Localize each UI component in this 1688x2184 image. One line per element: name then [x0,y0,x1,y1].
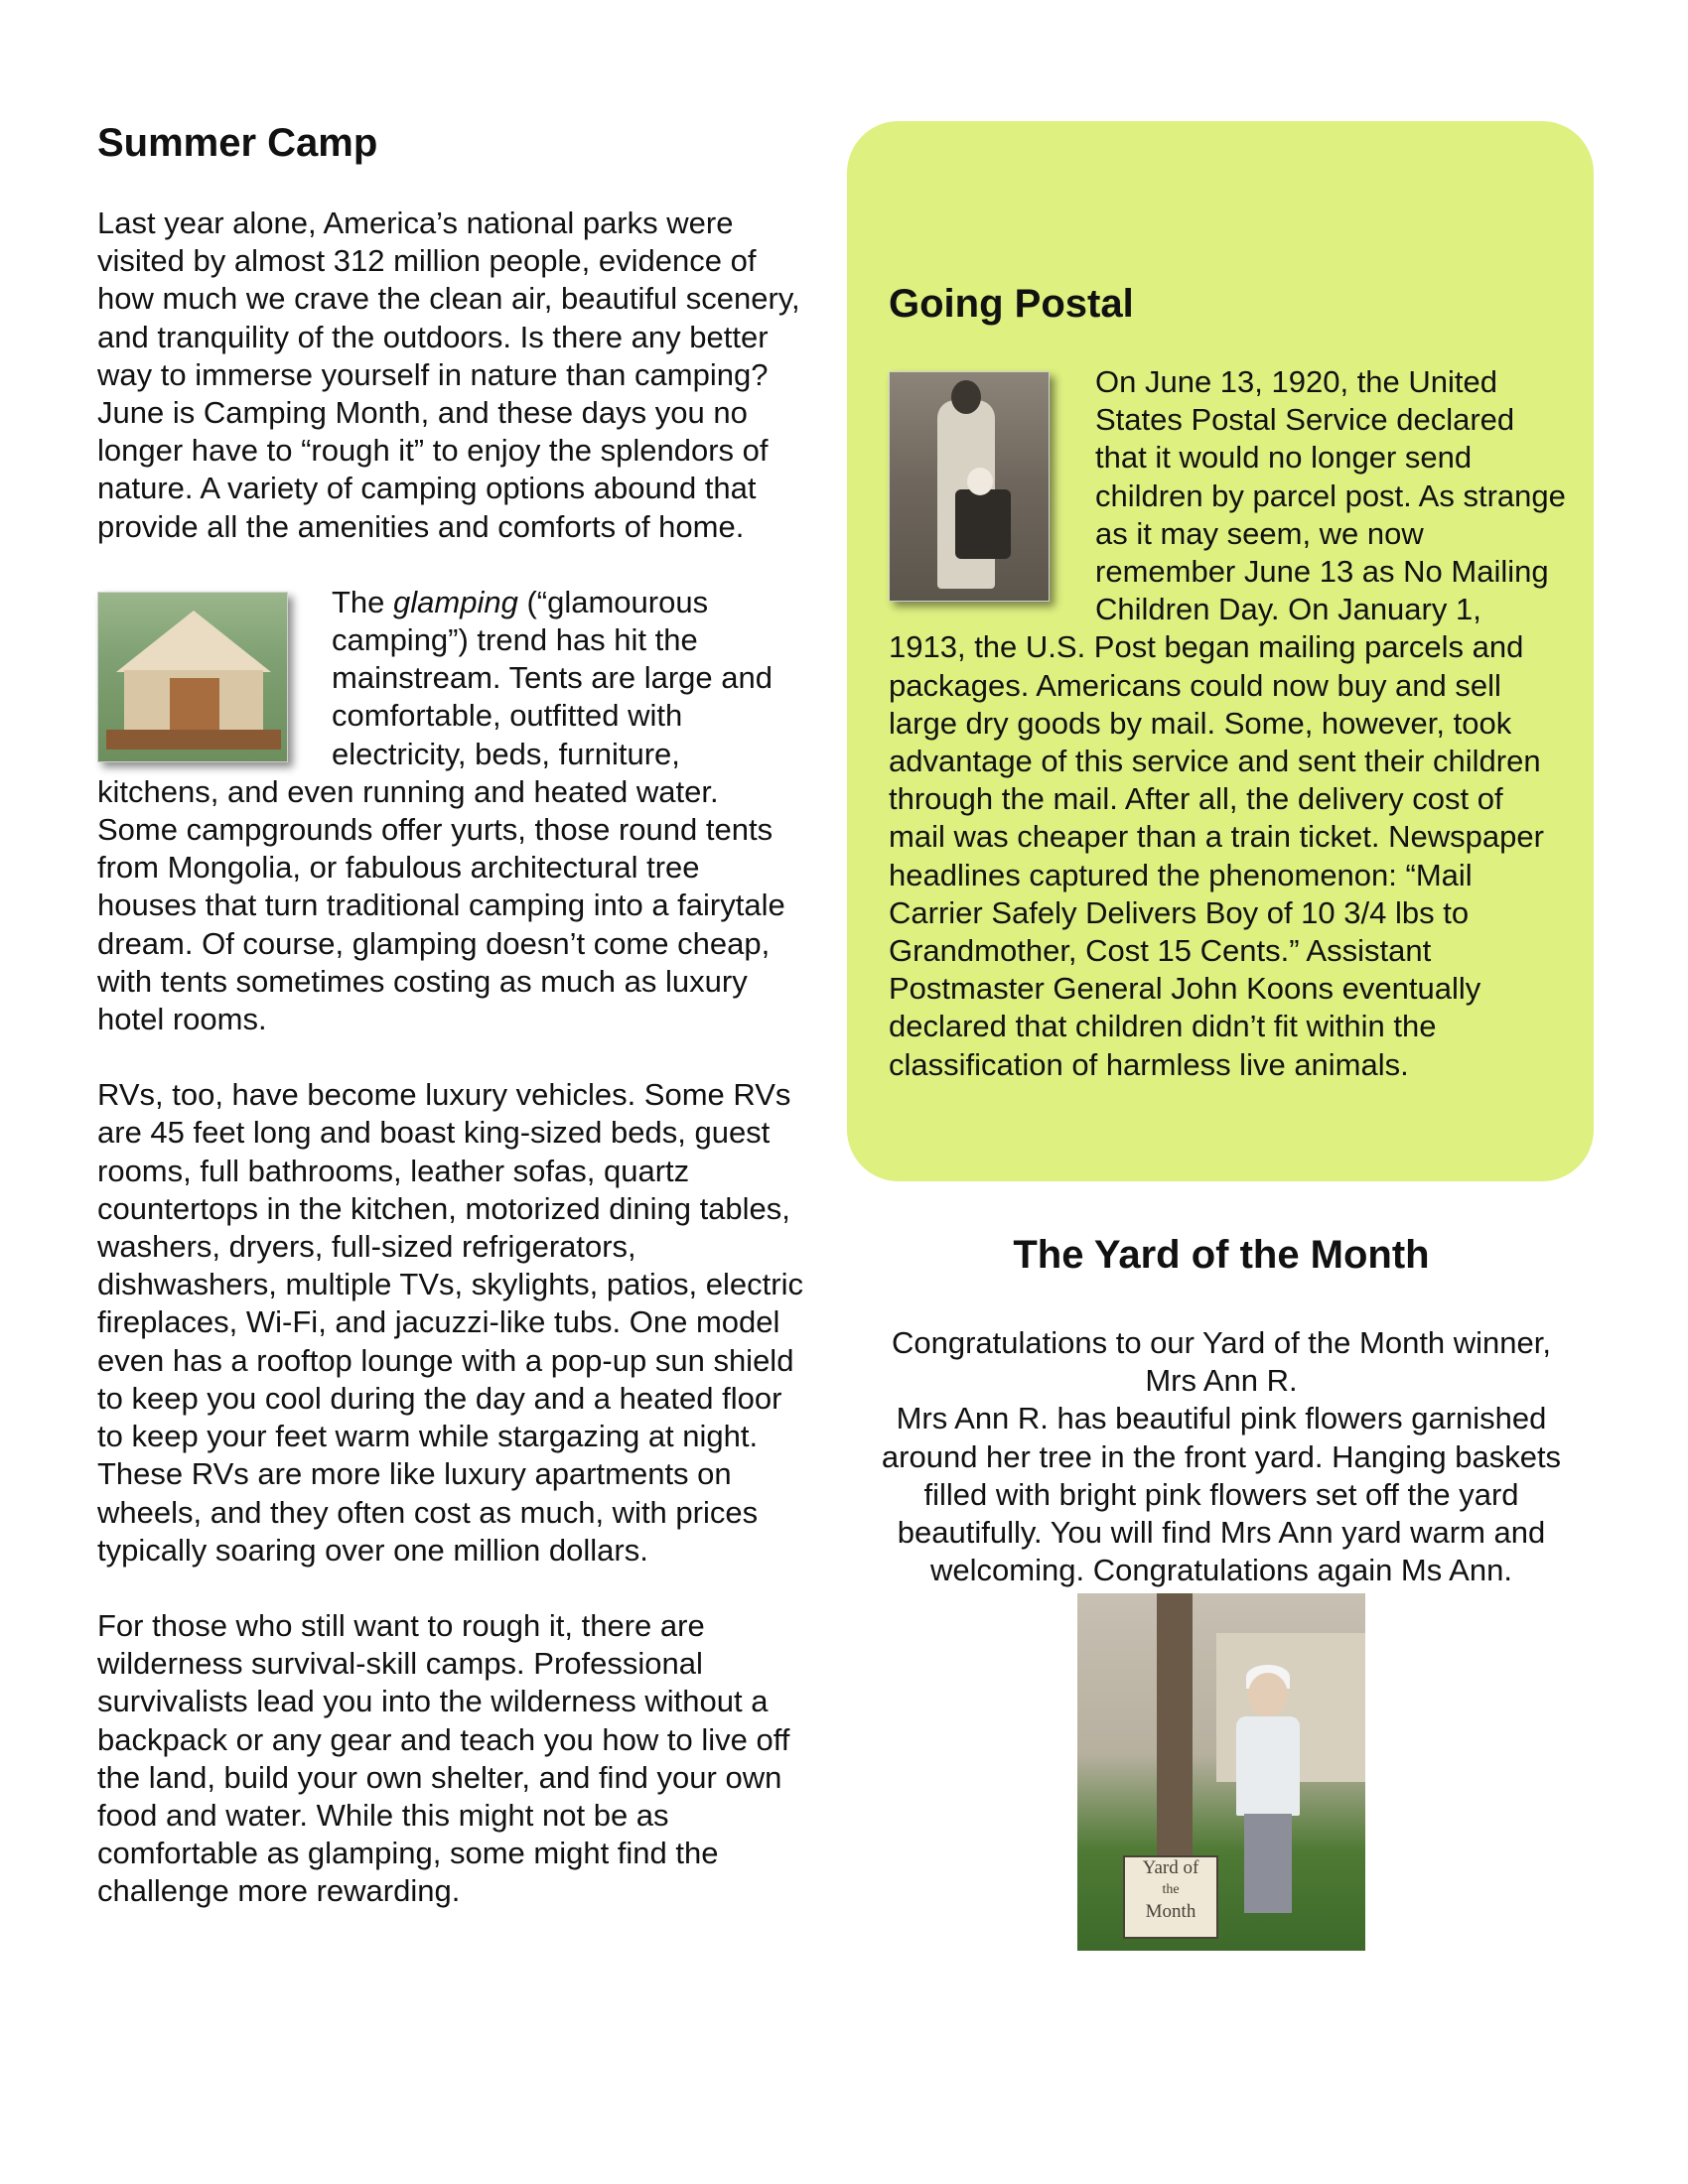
tent-deck [106,730,281,750]
glamping-tent-photo [97,592,288,762]
summer-camp-paragraph-1: Last year alone, America’s national parks were visited by almost 312 million people, evidence of how much we crave the clean air, beautiful scenery, and tranquility of the outdoors. Is there any better way to immerse yourself in nature than camping? June is Camping Month, and these days you no longer have to “rough it” to enjoy the splendors of nature. A variety of camping options abound that provide all the amenities and comforts of home. [97,205,800,544]
mail-bag [955,489,1011,559]
yard-of-month-title: The Yard of the Month [1013,1233,1430,1277]
summer-camp-paragraph-3: RVs, too, have become luxury vehicles. Some RVs are 45 feet long and boast king-sized beds, guest rooms, full bathrooms, leather sofas, quartz countertops in the kitchen, motorized dining tables, washers, dryers, full-sized refrigerators, dishwashers, multiple TVs, skylights, patios, electric fireplaces, Wi-Fi, and jacuzzi-like tubs. One model even has a rooftop lounge with a pop-up sun shield to keep you cool during the day and a heated floor to keep your feet warm while stargazing at night. These RVs are more like luxury apartments on wheels, and they often cost as much, with prices typically soaring over one million dollars. [97,1077,803,1568]
winner-body [1236,1716,1300,1816]
yard-of-month-winner: Congratulations to our Yard of the Month winner, Mrs Ann R. [891,1325,1552,1399]
going-postal-box [847,121,1594,1181]
summer-camp-article [97,119,804,1949]
tent-roof [116,611,271,672]
glamping-description: (“glamourous camping”) trend has hit the mainstream. Tents are large and comfortable, outfitted with electricity, beds, furniture, kitchens, and even running and heated water. Some campgrounds offer yurts, those round tents from Mongolia, or fabulous architectural tree houses that turn traditional camping into a fairytale dream. Of course, glamping doesn’t come cheap, with tents sometimes costing as much as luxury hotel rooms. [97,584,785,1037]
yard-of-month-sign [1123,1855,1218,1939]
glamping-term: glamping [393,584,518,619]
tent-door [170,678,219,732]
going-postal-article [889,280,1566,1084]
sign-line-3: Month [1145,1901,1196,1923]
mail-carrier-head [951,380,981,414]
yard-of-month-description: Mrs Ann R. has beautiful pink flowers garnished around her tree in the front yard. Hanging baskets filled with bright pink flowers set off the yard beautifully. You will find Mrs Ann yard warm and welcoming. Congratulations again Ms Ann. [881,1401,1562,1588]
going-postal-body: On June 13, 1920, the United States Postal Service declared that it would no longer send children by parcel post. As strange as it may seem, we now remember June 13 as No Mailing Children Day. On January 1, 1913, the U.S. Post began mailing parcels and packages. Americans could now buy and sell large dry goods by mail. Some, however, took advantage of this service and sent their children through the mail. After all, the delivery cost of mail was cheaper than a train ticket. Newspaper headlines captured the phenomenon: “Mail Carrier Safely Delivers Boy of 10 3/4 lbs to Grandmother, Cost 15 Cents.” Assistant Postmaster General John Koons eventually declared that children didn’t fit within the classification of harmless live animals. [889,364,1566,1082]
sign-line-1: Yard of [1142,1857,1199,1879]
summer-camp-title: Summer Camp [97,121,378,165]
yard-winner-photo [1077,1593,1365,1951]
child-in-bag [967,468,993,495]
going-postal-title: Going Postal [889,282,1134,326]
yard-of-month-article [874,1231,1569,1951]
glamping-intro: The [332,584,394,619]
mail-carrier-photo [889,371,1050,602]
winner-legs [1244,1814,1292,1913]
sign-line-2: the [1162,1882,1180,1898]
summer-camp-paragraph-4: For those who still want to rough it, there are wilderness survival-skill camps. Professional survivalists lead you into the wilderness without a backpack or any gear and teach you how to live off the land, build your own shelter, and find your own food and water. While this might not be as comfortable as glamping, some might find the challenge more rewarding. [97,1607,790,1909]
